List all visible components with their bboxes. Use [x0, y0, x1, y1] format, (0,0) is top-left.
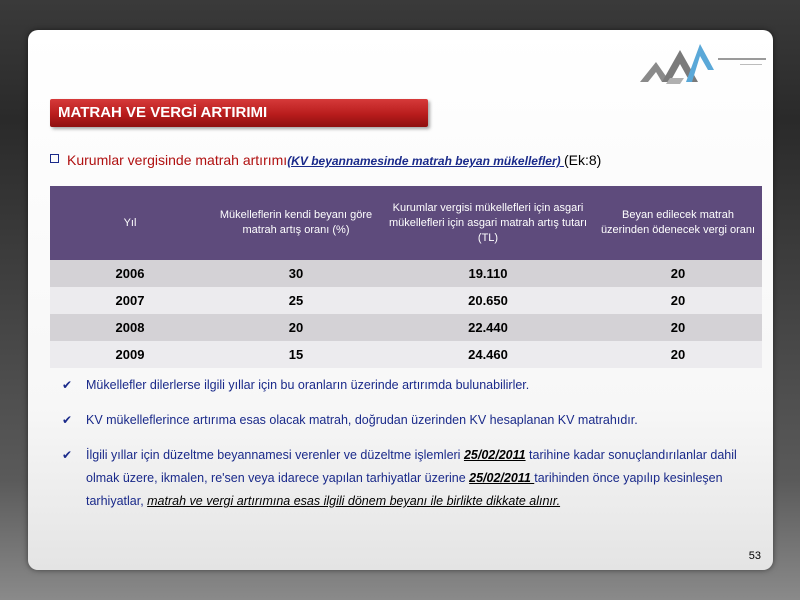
cell-year: 2009: [50, 341, 210, 368]
company-logo: [640, 40, 770, 90]
subtitle-main: Kurumlar vergisinde matrah artırımı: [67, 152, 288, 168]
note-item: [62, 409, 754, 432]
note-emphasis: matrah ve vergi artırımına esas ilgili dönem beyanı ile birlikte dikkate alınır.: [147, 494, 561, 508]
subtitle: [50, 152, 601, 168]
table-row: [50, 341, 762, 368]
square-bullet-icon: [50, 154, 59, 163]
slide-title: MATRAH VE VERGİ ARTIRIMI: [50, 99, 428, 127]
note-text: KV mükelleflerince artırıma esas olacak matrah, doğrudan üzerinden KV hesaplanan KV matrahıdır.: [86, 413, 638, 427]
cell-tax: 20: [594, 287, 762, 314]
note-item: [62, 444, 754, 513]
table-row: [50, 314, 762, 341]
cell-year: 2008: [50, 314, 210, 341]
note-text-e: tarihinden önce yapılıp kesinleşen tarhiyatlar,: [86, 471, 723, 508]
note-item: [62, 374, 754, 397]
note-text: Mükellefler dilerlerse ilgili yıllar için bu oranların üzerinde artırımda bulunabilirler.: [86, 378, 530, 392]
checkmark-icon: ✔: [62, 448, 73, 462]
cell-rate: 25: [210, 287, 382, 314]
header-vergi-orani: Beyan edilecek matrah üzerinden ödenecek vergi oranı: [594, 186, 762, 260]
note-date-2: 25/02/2011: [469, 471, 535, 485]
header-yil: Yıl: [50, 186, 210, 260]
page-number: 53: [748, 550, 761, 562]
cell-tax: 20: [594, 314, 762, 341]
header-artis-orani: Mükelleflerin kendi beyanı göre matrah artış oranı (%): [210, 186, 382, 260]
checkmark-icon: ✔: [62, 378, 73, 392]
cell-rate: 20: [210, 314, 382, 341]
cell-tax: 20: [594, 260, 762, 287]
subtitle-ek: (Ek:8): [563, 152, 602, 168]
cell-amount: 19.110: [382, 260, 594, 287]
table-row: [50, 287, 762, 314]
matrah-table: [50, 186, 762, 368]
cell-year: 2007: [50, 287, 210, 314]
cell-rate: 15: [210, 341, 382, 368]
header-asgari-tutar: Kurumlar vergisi mükellefleri için asgari mükellefleri için asgari matrah artış tutarı (TL): [382, 186, 594, 260]
note-date-1: 25/02/2011: [463, 448, 526, 462]
cell-rate: 30: [210, 260, 382, 287]
table-header-row: [50, 186, 762, 260]
cell-amount: 22.440: [382, 314, 594, 341]
cell-amount: 20.650: [382, 287, 594, 314]
notes-list: [62, 374, 754, 525]
note-text-c: tarihine kadar sonuçlandırılanlar dahil olmak üzere, ikmalen, re'sen veya idarece yapılan tarhiyatlar üzerine: [86, 448, 737, 485]
table-row: [50, 260, 762, 287]
checkmark-icon: ✔: [62, 413, 73, 427]
note-text-a: İlgili yıllar için düzeltme beyannamesi verenler ve düzeltme işlemleri: [86, 448, 464, 462]
cell-year: 2006: [50, 260, 210, 287]
slide: [28, 30, 773, 570]
cell-amount: 24.460: [382, 341, 594, 368]
subtitle-link[interactable]: (KV beyannamesinde matrah beyan mükellefler): [287, 154, 564, 168]
cell-tax: 20: [594, 341, 762, 368]
